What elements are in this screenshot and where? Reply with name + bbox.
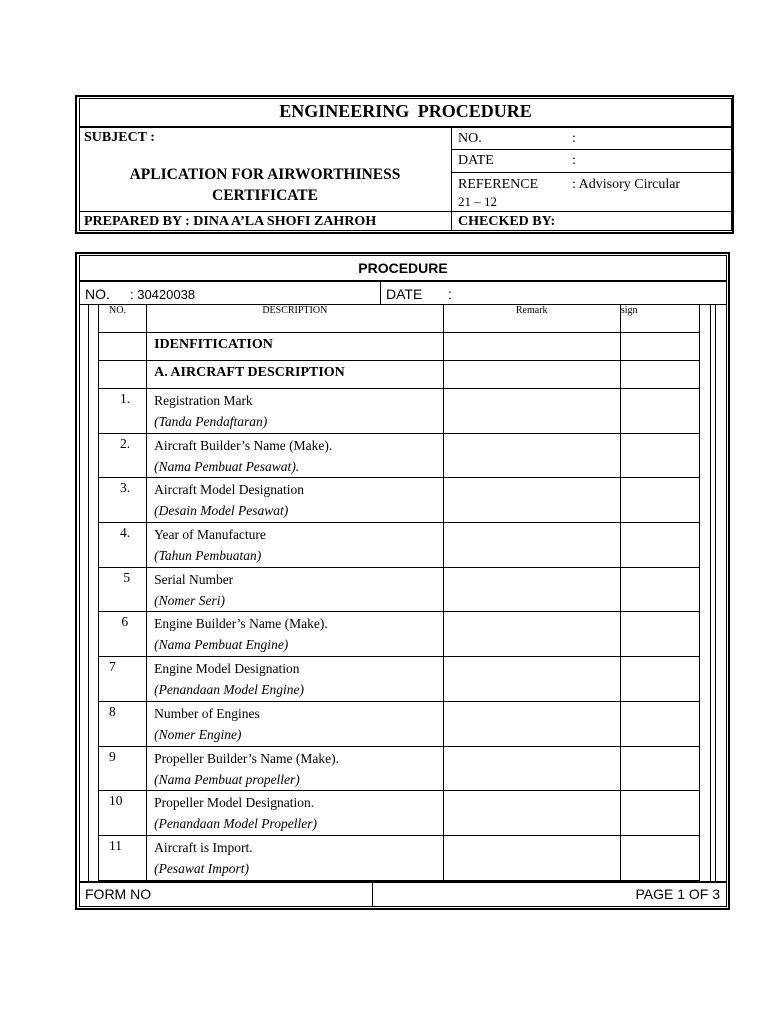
item-number: 5 <box>99 567 147 612</box>
item-description <box>147 746 443 791</box>
sign-cell[interactable] <box>620 567 699 612</box>
sign-cell[interactable] <box>620 361 699 389</box>
sign-cell[interactable] <box>620 657 699 702</box>
item-description <box>147 612 443 657</box>
item-number: 2. <box>99 433 147 478</box>
col-header-description: DESCRIPTION <box>147 305 443 333</box>
reference-value-2: 21 – 12 <box>458 194 497 209</box>
remark-cell[interactable] <box>443 333 620 361</box>
section-row-aircraft <box>99 361 700 389</box>
header-title-divider <box>79 126 732 128</box>
procedure-no-date-divider <box>380 282 381 304</box>
remark-cell[interactable] <box>443 389 620 434</box>
table-row <box>99 523 700 568</box>
remark-cell[interactable] <box>443 657 620 702</box>
sign-cell[interactable] <box>620 701 699 746</box>
procedure-right-rail-1 <box>710 304 711 881</box>
procedure-footer-divider <box>79 881 727 883</box>
item-description-indonesian: (Penandaan Model Propeller) <box>154 816 318 832</box>
item-number: 3. <box>99 478 147 523</box>
table-row <box>99 612 700 657</box>
col-header-sign: sign <box>620 305 699 333</box>
table-row <box>99 791 700 836</box>
no-divider <box>451 149 732 150</box>
item-number: 4. <box>99 523 147 568</box>
col-header-remark: Remark <box>443 305 620 333</box>
footer-divider <box>372 883 373 907</box>
item-description-english: Number of Engines <box>154 705 260 721</box>
procedure-no-value: : 30420038 <box>130 287 196 302</box>
item-description <box>147 523 443 568</box>
no-colon: : <box>572 131 576 146</box>
item-description-indonesian: (Penandaan Model Engine) <box>154 682 305 698</box>
header-column-divider <box>451 126 452 231</box>
item-description-english: Propeller Model Designation. <box>154 795 315 811</box>
item-description-indonesian: (Tahun Pembuatan) <box>154 548 262 564</box>
checked-by: CHECKED BY: <box>458 214 556 229</box>
item-description-english: Aircraft Model Designation <box>154 482 305 498</box>
subject-label: SUBJECT : <box>84 130 155 145</box>
remark-cell[interactable] <box>443 746 620 791</box>
prepared-by: PREPARED BY : DINA A’LA SHOFI ZAHROH <box>84 214 377 229</box>
item-description <box>147 835 443 880</box>
date-divider <box>451 172 732 173</box>
reference-value: : Advisory Circular <box>572 177 681 192</box>
item-description-english: Aircraft is Import. <box>154 839 253 855</box>
reference-label: REFERENCE <box>458 177 539 192</box>
remark-cell[interactable] <box>443 791 620 836</box>
item-number: 9 <box>99 746 147 791</box>
sign-cell[interactable] <box>620 433 699 478</box>
item-number: 1. <box>99 389 147 434</box>
item-description <box>147 701 443 746</box>
sign-cell[interactable] <box>620 389 699 434</box>
table-row <box>99 389 700 434</box>
item-number: 7 <box>99 657 147 702</box>
item-description-indonesian: (Nomer Engine) <box>154 726 242 742</box>
procedure-title-divider <box>79 280 727 282</box>
col-header-no: NO. <box>99 305 147 333</box>
table-row <box>99 433 700 478</box>
item-description <box>147 657 443 702</box>
sign-cell[interactable] <box>620 333 699 361</box>
subject-line-2: CERTIFICATE <box>212 187 318 204</box>
footer-form-no: FORM NO <box>85 886 152 902</box>
item-description-indonesian: (Nomer Seri) <box>154 592 225 608</box>
item-description <box>147 433 443 478</box>
item-description-english: Aircraft Builder’s Name (Make). <box>154 437 333 453</box>
item-description-english: Serial Number <box>154 571 234 587</box>
sign-cell[interactable] <box>620 612 699 657</box>
sign-cell[interactable] <box>620 478 699 523</box>
remark-cell[interactable] <box>443 361 620 389</box>
item-description-english: Engine Model Designation <box>154 661 300 677</box>
item-description-english: Registration Mark <box>154 393 253 408</box>
item-description-indonesian: (Tanda Pendaftaran) <box>154 414 268 429</box>
table-row <box>99 478 700 523</box>
item-description-english: Propeller Builder’s Name (Make). <box>154 750 340 766</box>
table-row <box>99 835 700 880</box>
item-description-indonesian: (Pesawat Import) <box>154 860 249 876</box>
section-row-identification <box>99 333 700 361</box>
remark-cell[interactable] <box>443 567 620 612</box>
procedure-date-colon: : <box>448 286 452 302</box>
procedure-right-rail-2 <box>715 304 716 881</box>
remark-cell[interactable] <box>443 701 620 746</box>
remark-cell[interactable] <box>443 523 620 568</box>
remark-cell[interactable] <box>443 478 620 523</box>
table-row <box>99 701 700 746</box>
remark-cell[interactable] <box>443 433 620 478</box>
procedure-date-label: DATE <box>386 286 423 302</box>
remark-cell[interactable] <box>443 835 620 880</box>
item-description-english: Engine Builder’s Name (Make). <box>154 616 328 632</box>
procedure-title: PROCEDURE <box>358 260 448 276</box>
table-row <box>99 567 700 612</box>
date-colon: : <box>572 153 576 168</box>
item-number: 11 <box>99 835 147 880</box>
sign-cell[interactable] <box>620 835 699 880</box>
item-description-indonesian: (Nama Pembuat Pesawat). <box>154 458 300 474</box>
procedure-no-label: NO. <box>85 286 110 302</box>
item-description <box>147 791 443 836</box>
item-number: 10 <box>99 791 147 836</box>
subject-line-1: APLICATION FOR AIRWORTHINESS <box>129 166 401 183</box>
item-description <box>147 478 443 523</box>
table-row <box>99 657 700 702</box>
item-description <box>147 389 443 434</box>
item-description <box>147 567 443 612</box>
table-row <box>99 746 700 791</box>
item-description-indonesian: (Nama Pembuat Engine) <box>154 637 289 653</box>
procedure-table <box>98 304 700 881</box>
sign-cell[interactable] <box>620 523 699 568</box>
procedure-left-rail <box>88 304 89 881</box>
no-label: NO. <box>458 131 482 146</box>
item-description-indonesian: (Nama Pembuat propeller) <box>154 771 300 787</box>
remark-cell[interactable] <box>443 612 620 657</box>
item-number: 8 <box>99 701 147 746</box>
section-aircraft-description: A. AIRCRAFT DESCRIPTION <box>147 361 443 389</box>
item-description-indonesian: (Desain Model Pesawat) <box>154 503 289 519</box>
sign-cell[interactable] <box>620 791 699 836</box>
footer-page: PAGE 1 OF 3 <box>635 886 720 902</box>
prepared-divider <box>79 211 732 212</box>
table-header-row <box>99 305 700 333</box>
section-identification: IDENFITICATION <box>147 333 443 361</box>
sign-cell[interactable] <box>620 746 699 791</box>
date-label: DATE <box>458 153 494 168</box>
item-number: 6 <box>99 612 147 657</box>
item-description-english: Year of Manufacture <box>154 527 266 543</box>
header-title: ENGINEERING PROCEDURE <box>279 101 532 121</box>
